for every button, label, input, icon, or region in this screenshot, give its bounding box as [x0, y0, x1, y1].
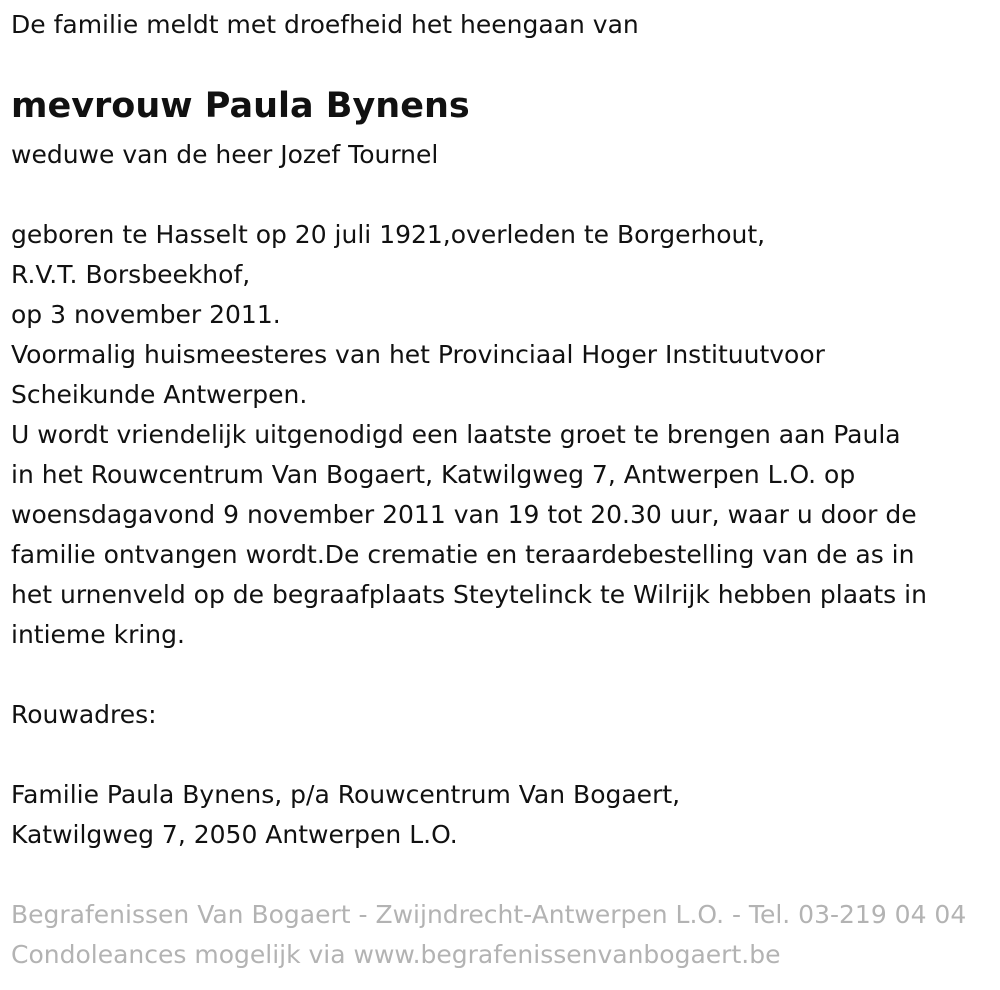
detail-line: woensdagavond 9 november 2011 van 19 tot 20.30 uur, waar u door de: [11, 500, 917, 529]
detail-line: Voormalig huismeesteres van het Provinciaal Hoger Instituutvoor: [11, 340, 825, 369]
widow-of-text: weduwe van de heer Jozef Tournel: [11, 140, 439, 169]
detail-line: op 3 november 2011.: [11, 300, 281, 329]
address-line: Familie Paula Bynens, p/a Rouwcentrum Van Bogaert,: [11, 780, 681, 809]
detail-line: geboren te Hasselt op 20 juli 1921,overleden te Borgerhout,: [11, 220, 766, 249]
detail-line: het urnenveld op de begraafplaats Steytelinck te Wilrijk hebben plaats in: [11, 580, 927, 609]
deceased-name: mevrouw Paula Bynens: [11, 86, 470, 126]
detail-line: U wordt vriendelijk uitgenodigd een laatste groet te brengen aan Paula: [11, 420, 901, 449]
detail-line: Scheikunde Antwerpen.: [11, 380, 308, 409]
mourning-address: [11, 775, 680, 855]
address-line: Katwilgweg 7, 2050 Antwerpen L.O.: [11, 820, 458, 849]
mourning-address-label: Rouwadres:: [11, 700, 157, 729]
detail-line: intieme kring.: [11, 620, 185, 649]
detail-line: familie ontvangen wordt.De crematie en teraardebestelling van de as in: [11, 540, 915, 569]
funeral-home-footer: Begrafenissen Van Bogaert - Zwijndrecht-Antwerpen L.O. - Tel. 03-219 04 04 Condoleances mogelijk via www.begrafenissenvanbogaert.be: [11, 900, 967, 969]
details-block: [11, 215, 927, 655]
detail-line: R.V.T. Borsbeekhof,: [11, 260, 251, 289]
detail-line: in het Rouwcentrum Van Bogaert, Katwilgweg 7, Antwerpen L.O. op: [11, 460, 856, 489]
intro-text: De familie meldt met droefheid het heengaan van: [11, 10, 639, 39]
